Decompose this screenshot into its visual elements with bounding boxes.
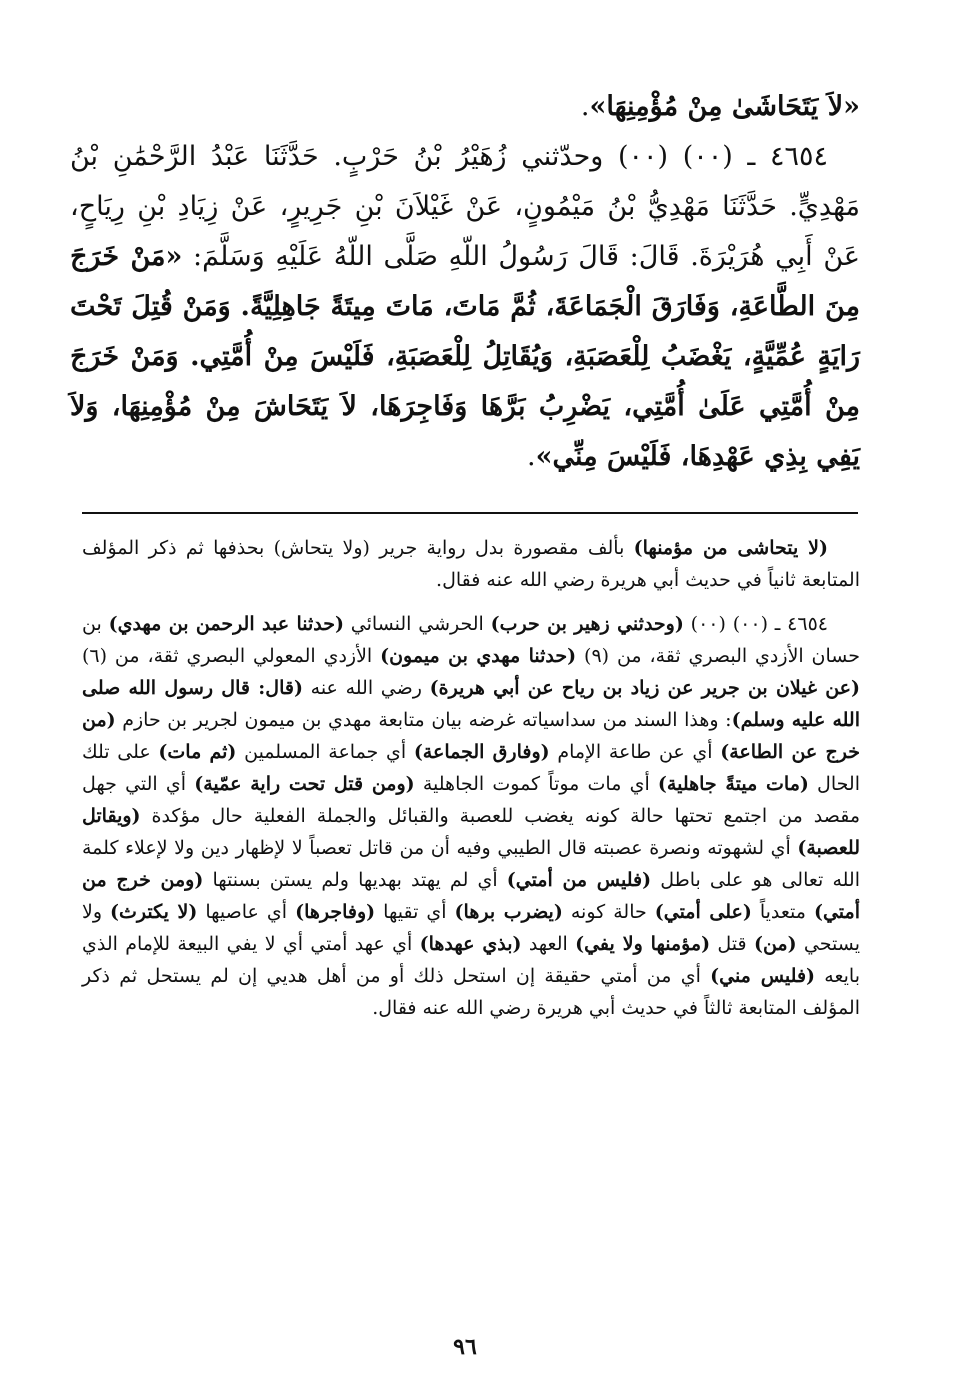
bold-text-segment: (وفارق الجماعة) <box>413 741 550 763</box>
bold-text-segment: (على أمتي) <box>654 901 752 923</box>
footnote-divider <box>82 512 858 514</box>
text-segment: ٤٦٥٤ ـ (٠٠) (٠٠) وحدّثني زُهَيْرُ بْنُ حَرْبٍ. حَدَّثَنَا عَبْدُ الرَّحْمَٰنِ بْنُ مَهْدِيٍّ. حَدَّثَنَا مَهْدِيُّ بْنُ مَيْمُونٍ، عَنْ غَيْلاَنَ بْنِ جَرِيرٍ، عَنْ زِيَادِ بْنِ رِيَاحٍ، عَنْ أَبِي هُرَيْرَةَ. قَالَ: قَالَ رَسُولُ اللّهِ صَلَّى اللّهُ عَلَيْهِ وَسَلَّمَ: <box>70 141 860 272</box>
text-segment: . <box>580 91 590 122</box>
bold-text-segment: (وفاجرها) <box>295 901 376 923</box>
bold-text-segment: (ومن قتل تحت راية عمّية) <box>194 773 415 795</box>
text-segment: العهد <box>521 933 576 955</box>
bold-text-segment: (عن غيلان بن جرير عن زياد بن رياح عن أبي هريرة) <box>429 677 860 699</box>
text-segment: أي من أمتي حقيقة إن استحل ذلك أو من أهل هديي إن لم يستحل ثم ذكر المؤلف المتابعة ثالثاً في حديث أبي هريرة رضي الله عنه فقال. <box>82 965 860 1019</box>
bold-text-segment: (قال: قال رسول الله صلى الله عليه وسلم) <box>82 677 860 731</box>
bold-text-segment: (مات ميتةً جاهلية) <box>657 773 809 795</box>
text-segment: حالة كونه <box>562 901 655 923</box>
hadith-4654 <box>70 132 860 482</box>
hadith-text <box>70 82 860 482</box>
bold-text-segment: (فليس من أمتي) <box>506 869 652 891</box>
text-segment: أي التي جهل مقصد من اجتمع تحتها حالة كونه يغضب للعصبة والقبائل والجملة الفعلية حال مؤكدة <box>82 773 860 827</box>
book-page <box>70 70 860 1360</box>
bold-text-segment: (لا يكترث) <box>110 901 198 923</box>
commentary-paragraph-2 <box>82 608 860 1024</box>
bold-text-segment: (بذي عهدها) <box>419 933 522 955</box>
commentary-paragraph-1 <box>82 532 860 596</box>
text-segment: بألف مقصورة بدل رواية جرير (ولا يتحاش) بحذفها ثم ذكر المؤلف المتابعة ثانياً في حديث أبي هريرة رضي الله عنه فقال. <box>82 537 860 591</box>
commentary-section <box>82 532 860 1036</box>
text-segment: رضي الله عنه <box>302 677 430 699</box>
text-segment: الحرشي النسائي <box>343 613 491 635</box>
bold-text-segment: (وحدثني زهير بن حرب) <box>490 613 684 635</box>
text-segment: أي لشهوته ونصرة عصبته قال الطيبي وفيه أن من قاتل تعصباً لا لإظهار دين ولا لإعلاء كلمة الله تعالى هو على باطل <box>82 837 860 891</box>
bold-text-segment: (يضرب برها) <box>454 901 563 923</box>
bold-text-segment: (فليس مني) <box>710 965 816 987</box>
bold-text-segment: «لاَ يَتَحَاشَىٰ مِنْ مُؤْمِنِهَا» <box>589 91 860 122</box>
text-segment: . <box>526 441 536 472</box>
bold-text-segment: (لا يتحاشى من مؤمنها) <box>633 537 828 559</box>
text-segment: أي لم يهتد بهديها ولم يستن بسنتها <box>203 869 507 891</box>
text-segment: قتل <box>710 933 754 955</box>
bold-text-segment: (ومن خرج من أمتي) <box>82 869 860 923</box>
bold-text-segment: (ويقاتل للعصبة) <box>82 805 860 859</box>
bold-text-segment: (ثم مات) <box>158 741 237 763</box>
text-segment: أي تقيها <box>375 901 455 923</box>
bold-text-segment: (حدثنا مهدي بن ميمون) <box>380 645 577 667</box>
text-segment: بن حسان الأزدي البصري ثقة، من (٩) <box>82 613 860 667</box>
bold-text-segment: (حدثنا عبد الرحمن بن مهدي) <box>108 613 344 635</box>
hadith-closing-line <box>70 82 860 132</box>
bold-text-segment: (من) <box>753 933 797 955</box>
bold-text-segment: (من خرج عن الطاعة) <box>82 709 860 763</box>
text-segment: أي عهد أمتي أي لا يفي البيعة للإمام الذي بايعه <box>82 933 861 987</box>
text-segment: أي جماعة المسلمين <box>236 741 414 763</box>
text-segment: ولا يستحي <box>82 901 860 955</box>
text-segment: أي مات موتاً كموت الجاهلية <box>414 773 658 795</box>
text-segment: متعدياً <box>751 901 814 923</box>
bold-text-segment: «مَنْ خَرَجَ مِنَ الطَّاعَةِ، وَفَارَقَ الْجَمَاعَةَ، ثُمَّ مَاتَ، مَاتَ مِيتَةً جَاهِلِيَّةً. وَمَنْ قُتِلَ تَحْتَ رَايَةٍ عُمِّيَّةٍ، يَغْضَبُ لِلْعَصَبَةِ، وَيُقَاتِلُ لِلْعَصَبَةِ، فَلَيْسَ مِنْ أُمَّتِي. وَمَنْ خَرَجَ مِنْ أُمَّتِي عَلَىٰ أُمَّتِي، يَضْرِبُ بَرَّهَا وَفَاجِرَهَا، لاَ يَتَحَاشَ مِنْ مُؤْمِنِهَا، وَلاَ يَفِي بِذِي عَهْدِهَا، فَلَيْسَ مِنِّي» <box>70 241 860 472</box>
text-segment: أي عاصيها <box>197 901 296 923</box>
page-number: ٩٦ <box>453 1334 477 1360</box>
text-segment: أي عن طاعة الإمام <box>549 741 721 763</box>
text-segment: على تلك الحال <box>82 741 860 795</box>
bold-text-segment: (مؤمنها ولا يفي) <box>575 933 711 955</box>
text-segment: ٤٦٥٤ ـ (٠٠) (٠٠) <box>683 613 828 635</box>
text-segment: : وهذا السند من سداسياته غرضه بيان متابعة مهدي بن ميمون لجرير بن حازم <box>115 709 732 731</box>
text-segment: الأزدي المعولي البصري ثقة، من (٦) <box>82 645 381 667</box>
